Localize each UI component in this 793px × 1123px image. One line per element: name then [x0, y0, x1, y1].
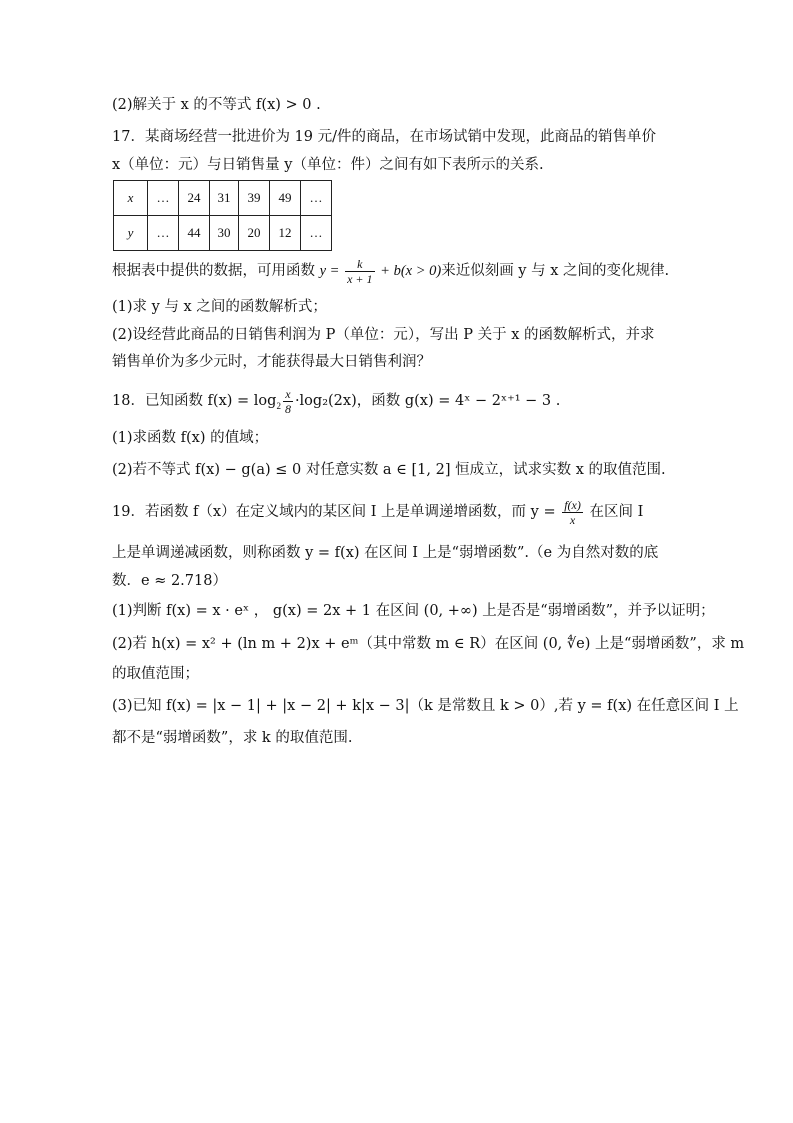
table-cell: 44	[179, 216, 210, 251]
table-cell: y	[114, 216, 148, 251]
q17-model-line	[112, 256, 669, 286]
q19-part1: (1)判断 f(x) = x · eˣ ， g(x) = 2x + 1 在区间 (0, +∞) 上是否是“弱增函数”，并予以证明；	[112, 603, 715, 619]
q19-post: 在区间 I	[584, 504, 644, 520]
table-cell: 24	[179, 181, 210, 216]
log-base: 2	[276, 400, 281, 411]
q18-post: ·log₂(2x)，函数 g(x) = 4ˣ − 2ˣ⁺¹ − 3 .	[294, 393, 561, 409]
table-row-x	[114, 181, 332, 216]
q19-stem-line2: 上是单调递减函数，则称函数 y = f(x) 在区间 I 上是“弱增函数”.（e 为自然对数的底	[112, 545, 659, 561]
q19-part3-line2: 都不是“弱增函数”，求 k 的取值范围.	[112, 730, 353, 746]
model-text-post: 来近似刻画 y 与 x 之间的变化规律.	[441, 263, 670, 279]
fraction-denominator: 8	[284, 401, 291, 416]
fraction-denominator: x	[569, 512, 576, 527]
table-cell: 31	[210, 181, 239, 216]
q17-part2-line1: (2)设经营此商品的日销售利润为 P（单位：元），写出 P 关于 x 的函数解析式，并求	[112, 327, 655, 343]
q18-pre: 18．已知函数 f(x) = log	[112, 393, 277, 409]
q19-part2-line1: (2)若 h(x) = x² + (ln m + 2)x + eᵐ（其中常数 m ∈ R）在区间 (0, ∜e) 上是“弱增函数”，求 m	[112, 636, 745, 652]
q18-fraction	[283, 387, 293, 416]
q19-part2-line2: 的取值范围；	[112, 666, 199, 682]
table-cell: 30	[210, 216, 239, 251]
table-cell: …	[148, 181, 179, 216]
q19-pre: 19．若函数 f（x）在定义域内的某区间 I 上是单调递增函数，而 y =	[112, 504, 561, 520]
fraction-numerator: x	[283, 387, 293, 402]
q17-part1: (1)求 y 与 x 之间的函数解析式；	[112, 299, 327, 315]
model-y: y =	[319, 263, 344, 279]
model-fraction	[345, 257, 374, 286]
table-cell: 39	[239, 181, 270, 216]
q19-stem-line3: 数．e ≈ 2.718）	[112, 573, 227, 589]
fraction-numerator: k	[345, 257, 374, 272]
model-mid: + b(x > 0)	[376, 263, 442, 279]
fraction-numerator: f(x)	[564, 497, 581, 512]
table-cell: 49	[270, 181, 301, 216]
table-cell: …	[301, 181, 332, 216]
q19-stem-line1	[112, 494, 643, 530]
q17-stem-line2: x（单位：元）与日销售量 y（单位：件）之间有如下表所示的关系.	[112, 157, 544, 173]
price-sales-table	[113, 180, 332, 251]
table-cell: …	[301, 216, 332, 251]
q19-fraction	[562, 498, 583, 527]
table-cell: x	[114, 181, 148, 216]
q18-part1: (1)求函数 f(x) 的值域；	[112, 430, 269, 446]
table-cell: …	[148, 216, 179, 251]
q19-part3-line1: (3)已知 f(x) = |x − 1| + |x − 2| + k|x − 3|（k 是常数且 k > 0）,若 y = f(x) 在任意区间 I 上	[112, 698, 739, 714]
q18-part2: (2)若不等式 f(x) − g(a) ≤ 0 对任意实数 a ∈ [1, 2] 恒成立，试求实数 x 的取值范围.	[112, 462, 666, 478]
table-row-y	[114, 216, 332, 251]
fraction-denominator: x + 1	[347, 271, 373, 286]
q18-stem	[112, 386, 560, 416]
model-text-pre: 根据表中提供的数据，可用函数	[112, 263, 320, 279]
q17-part2-line2: 销售单价为多少元时，才能获得最大日销售利润？	[112, 354, 431, 370]
q16-part2: (2)解关于 x 的不等式 f(x) > 0 .	[112, 97, 321, 113]
table-cell: 20	[239, 216, 270, 251]
q17-stem-line1: 17．某商场经营一批进价为 19 元/件的商品，在市场试销中发现，此商品的销售单价	[112, 129, 657, 145]
table-cell: 12	[270, 216, 301, 251]
